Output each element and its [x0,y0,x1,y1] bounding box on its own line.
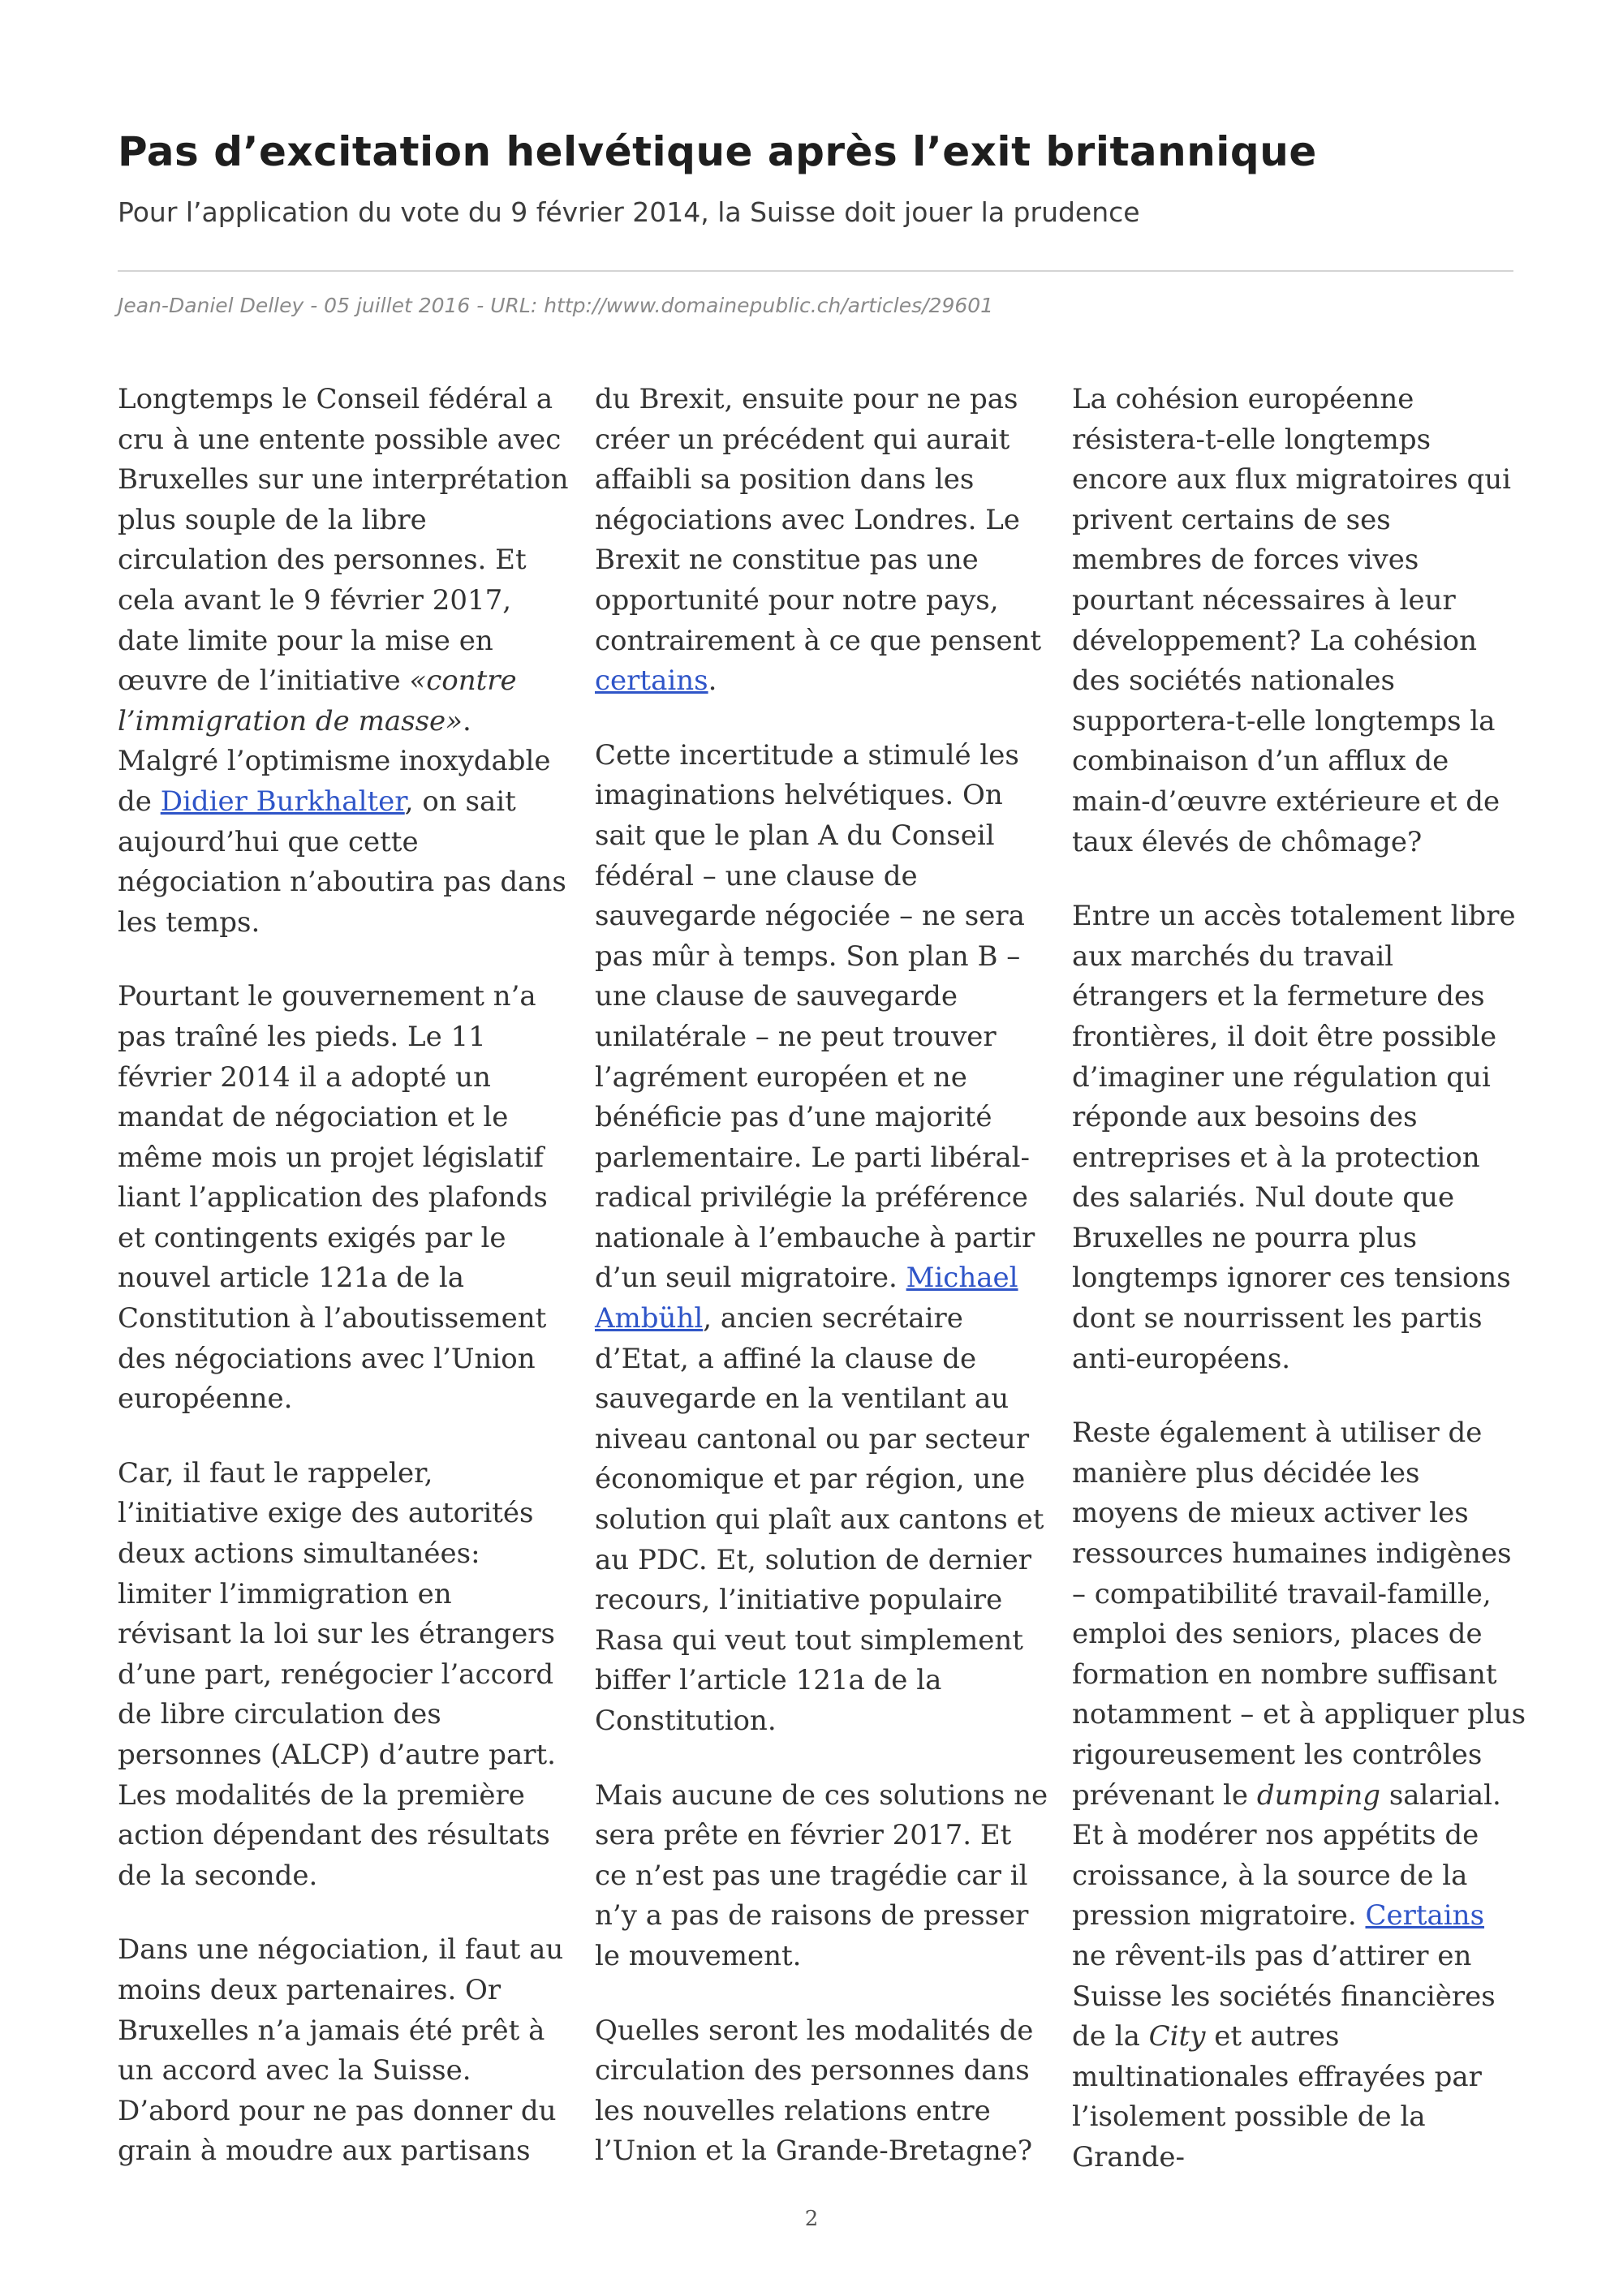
link-didier-burkhalter[interactable]: Didier Burkhalter [160,785,405,818]
text-run: , ancien secrétaire d’Etat, a affiné la clause de sauvegarde en la ventilant au niveau cantonal ou par secteur économique et par région, une solution qui plaît aux cantons et au PDC. Et, solution de dernier recours, l’initiative populaire Rasa qui veut tout simplement biffer l’article 121a de la Constitution. [595,1302,1044,1737]
paragraph [595,736,1049,1742]
article-meta: Jean-Daniel Delley - 05 juillet 2016 - URL: http://www.domainepublic.ch/articles/29601 [118,294,994,317]
text-run: . Malgré l’optimisme inoxydable de [118,704,551,818]
text-run: . [708,664,717,698]
paragraph: Quelles seront les modalités de circulation des personnes dans les nouvelles relations entre l’Union et la Grande-Bretagne? [595,2014,1034,2168]
paragraph: Mais aucune de ces solutions ne sera prête en février 2017. Et ce n’est pas une tragédie car il n’y a pas de raisons de presser le mouvement. [595,1778,1048,1972]
emphasis-city: City [1148,2020,1206,2053]
link-certains[interactable]: certains [595,664,708,698]
paragraph: Pourtant le gouvernement n’a pas traîné les pieds. Le 11 février 2014 il a adopté un mandat de négociation et le même mois un projet législatif liant l’application des plafonds et contingents exigés par le nouvel article 121a de la Constitution à l’aboutissement des négociations avec l’Union européenne. [118,980,548,1416]
text-column-1 [118,380,572,2206]
paragraph: Dans une négociation, il faut au moins deux partenaires. Or Bruxelles n’a jamais été prêt à un accord avec la Suisse. D’abord pour ne pas donner du grain à moudre aux partisans [118,1933,564,2168]
paragraph [1072,1413,1526,2178]
text-column-3 [1072,380,1526,2212]
emphasis-dumping: dumping [1256,1778,1381,1812]
article-title: Pas d’excitation helvétique après l’exit britannique [118,128,1317,175]
paragraph: La cohésion européenne résistera-t-elle longtemps encore aux flux migratoires qui privent certains de ses membres de forces vives pourtant nécessaires à leur développement? La cohésion des sociétés nationales supportera-t-elle longtemps la combinaison d’un afflux de main-d’œuvre extérieure et de taux élevés de chômage? [1072,383,1511,858]
paragraph [595,380,1049,702]
article-subtitle: Pour l’application du vote du 9 février 2014, la Suisse doit jouer la prudence [118,196,1140,228]
text-run: Cette incertitude a stimulé les imaginations helvétiques. On sait que le plan A du Conseil fédéral – une clause de sauvegarde négociée – ne sera pas mûr à temps. Son plan B – une clause de sauvegarde unilatérale – ne peut trouver l’agrément européen et ne bénéficie pas d’une majorité parlementaire. Le parti libéral-radical privilégie la préférence nationale à l’embauche à partir d’un seuil migratoire. [595,738,1035,1295]
text-column-2 [595,380,1049,2206]
link-michael-ambuhl[interactable]: Michael Ambühl [595,1262,1018,1335]
paragraph [118,380,572,943]
paragraph: Car, il faut le rappeler, l’initiative exige des autorités deux actions simultanées: limiter l’immigration en révisant la loi sur les étrangers d’une part, renégocier l’accord de libre circulation des personnes (ALCP) d’autre part. Les modalités de la première action dépendant des résultats de la seconde. [118,1456,556,1892]
page-number: 2 [804,2207,819,2231]
header-divider [118,270,1513,272]
initiative-name: «contre l’immigration de masse» [118,664,517,737]
text-run: , on sait aujourd’hui que cette négociation n’aboutira pas dans les temps. [118,785,566,939]
text-run: Longtemps le Conseil fédéral a cru à une entente possible avec Bruxelles sur une interprétation plus souple de la libre circulation des personnes. Et cela avant le 9 février 2017, date limite pour la mise en œuvre de l’initiative [118,383,569,698]
text-run: ne rêvent-ils pas d’attirer en Suisse les sociétés financières de la [1072,1939,1496,2053]
link-certains-2[interactable]: Certains [1365,1899,1485,1933]
text-run: du Brexit, ensuite pour ne pas créer un précédent qui aurait affaibli sa position dans les négociations avec Londres. Le Brexit ne constitue pas une opportunité pour notre pays, contrairement à ce que pensent [595,383,1042,657]
text-run: et autres multinationales effrayées par l’isolement possible de la Grande- [1072,2020,1482,2173]
text-run: Reste également à utiliser de manière plus décidée les moyens de mieux activer les ressources humaines indigènes – compatibilité travail-famille, emploi des seniors, places de formation en nombre suffisant notamment – et à appliquer plus rigoureusement les contrôles prévenant le [1072,1417,1526,1812]
text-run: salarial. Et à modérer nos appétits de croissance, à la source de la pression migratoire. [1072,1778,1501,1933]
paragraph: Entre un accès totalement libre aux marchés du travail étrangers et la fermeture des frontières, il doit être possible d’imaginer une régulation qui réponde aux besoins des entreprises et à la protection des salariés. Nul doute que Bruxelles ne pourra plus longtemps ignorer ces tensions dont se nourrissent les partis anti-européens. [1072,900,1516,1375]
